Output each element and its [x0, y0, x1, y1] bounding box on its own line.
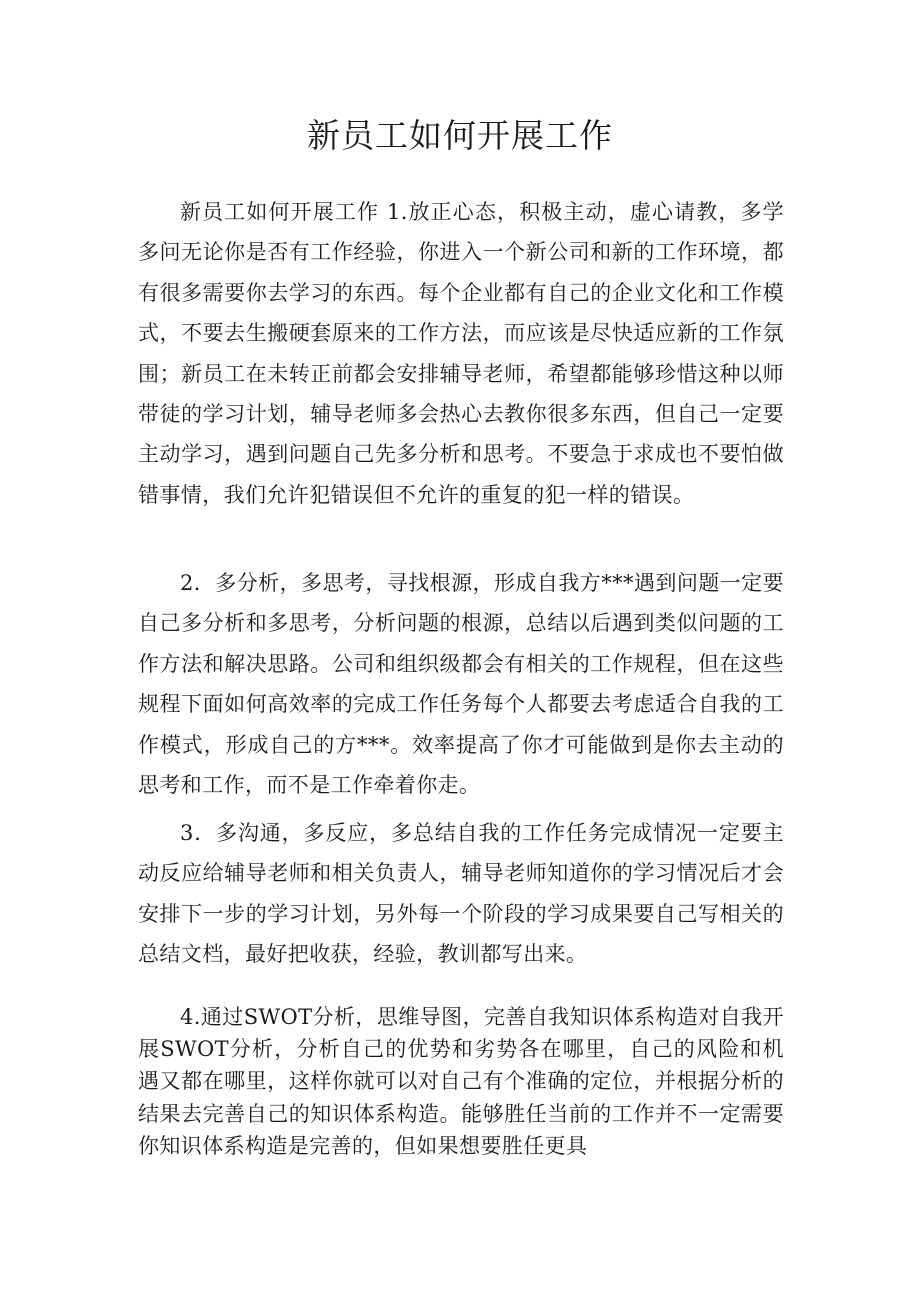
paragraph-4: 4.通过SWOT分析，思维导图，完善自我知识体系构造对自我开展SWOT分析，分析自己的优势和劣势各在哪里，自己的风险和机遇又都在哪里，这样你就可以对自己有个准确的定位，并根据分析的结果去完善自己的知识体系构造。能够胜任当前的工作并不一定需要你知识体系构造是完善的，但如果想要胜任更具: [138, 1005, 784, 1158]
paragraph-2: 2．多分析，多思考，寻找根源，形成自我方***遇到问题一定要自己多分析和多思考，分析问题的根源，总结以后遇到类似问题的工作方法和解决思路。公司和组织级都会有相关的工作规程，但在这些规程下面如何高效率的完成工作任务每个人都要去考虑适合自我的工作模式，形成自己的方***。效率提高了你才可能做到是你去主动的思考和工作，而不是工作牵着你走。: [138, 571, 784, 798]
document-title: 新员工如何开展工作: [307, 116, 613, 155]
paragraph-1: 新员工如何开展工作 1.放正心态，积极主动，虚心请教，多学多问无论你是否有工作经验，你进入一个新公司和新的工作环境，都有很多需要你去学习的东西。每个企业都有自己的企业文化和工作模式，不要去生搬硬套原来的工作方法，而应该是尽快适应新的工作氛围；新员工在未转正前都会安排辅导老师，希望都能够珍惜这种以师带徒的学习计划，辅导老师多会热心去教你很多东西，但自己一定要主动学习，遇到问题自己先多分析和思考。不要急于求成也不要怕做错事情，我们允许犯错误但不允许的重复的犯一样的错误。: [138, 200, 784, 507]
paragraph-3: 3．多沟通，多反应，多总结自我的工作任务完成情况一定要主动反应给辅导老师和相关负责人，辅导老师知道你的学习情况后才会安排下一步的学习计划，另外每一个阶段的学习成果要自己写相关的总结文档，最好把收获，经验，教训都写出来。: [138, 821, 784, 967]
